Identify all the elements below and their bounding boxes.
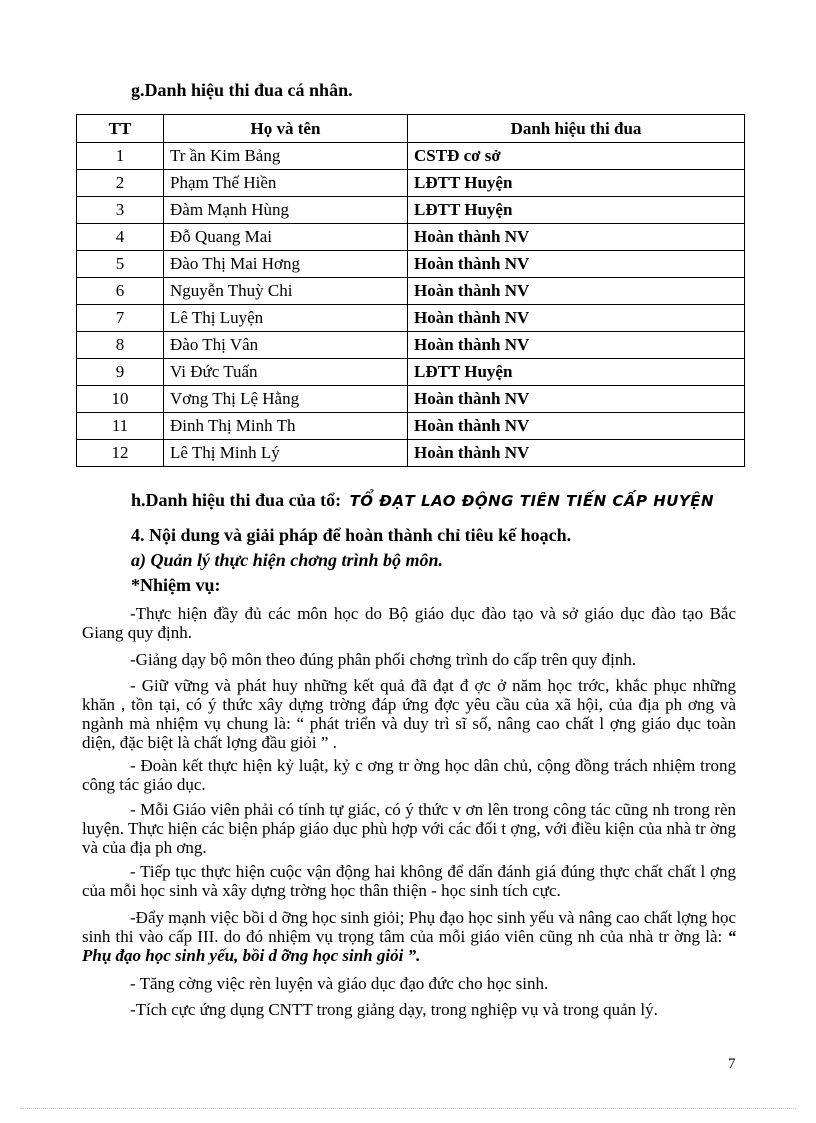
- cell-tt: 2: [77, 170, 164, 197]
- cell-tt: 11: [77, 413, 164, 440]
- cell-tt: 7: [77, 305, 164, 332]
- table-row: [77, 278, 745, 305]
- table-row: [77, 224, 745, 251]
- cell-name: Đào Thị Mai Hơng: [164, 251, 408, 278]
- cell-award: Hoàn thành NV: [408, 224, 745, 251]
- cell-award: LĐTT Huyện: [408, 197, 745, 224]
- header-award: Danh hiệu thi đua: [408, 115, 745, 143]
- paragraph: -Tích cực ứng dụng CNTT trong giảng dạy, trong nghiệp vụ và trong quản lý.: [130, 1000, 658, 1019]
- paragraph: -Thực hiện đầy đủ các môn học do Bộ giáo dục đào tạo và sở giáo dục đào tạo Bắc Giang quy định.: [82, 604, 736, 642]
- paragraph: -Giảng dạy bộ môn theo đúng phân phối chơng trình do cấp trên quy định.: [130, 650, 637, 669]
- paragraph-with-emphasis: [82, 908, 736, 965]
- paragraph: - Giữ vững và phát huy những kết quả đã đạt đ ợc ở năm học trớc, khắc phục những khăn , tồn tại, có ý thức xây dựng trờng đáp ứng đợc yêu cầu của xã hội, của địa ph ơng và ngành mà nhiệm vụ chung là: “ phát triển và duy trì sĩ số, nâng cao chất l ợng giáo dục toàn diện, đặc biệt là chất lợng đầu giỏi ” .: [82, 676, 736, 752]
- header-name: Họ và tên: [164, 115, 408, 143]
- cell-tt: 5: [77, 251, 164, 278]
- cell-name: Đàm Mạnh Hùng: [164, 197, 408, 224]
- task-label: *Nhiệm vụ:: [131, 575, 221, 595]
- paragraph: - Tiếp tục thực hiện cuộc vận động hai không để dẩn đánh giá đúng thực chất chất l ợng của mỗi học sinh và xây dựng trờng học thân thiện - học sinh tích cực.: [82, 862, 736, 900]
- cell-award: Hoàn thành NV: [408, 251, 745, 278]
- table-row: [77, 413, 745, 440]
- awards-table: [76, 114, 745, 467]
- cell-name: Đào Thị Vân: [164, 332, 408, 359]
- paragraph: - Mỗi Giáo viên phải có tính tự giác, có ý thức v ơn lên trong công tác cũng nh trong rèn luyện. Thực hiện các biện pháp giáo dục phù hợp với các đối t ợng, với điều kiện của nhà tr ờng và của địa ph ơng.: [82, 800, 736, 857]
- table-row: [77, 386, 745, 413]
- cell-award: Hoàn thành NV: [408, 440, 745, 467]
- table-row: [77, 359, 745, 386]
- cell-award: Hoàn thành NV: [408, 278, 745, 305]
- cell-tt: 3: [77, 197, 164, 224]
- cell-award: Hoàn thành NV: [408, 332, 745, 359]
- heading-team-award: [131, 490, 714, 511]
- table-row: [77, 143, 745, 170]
- cell-award: Hoàn thành NV: [408, 386, 745, 413]
- cell-award: Hoàn thành NV: [408, 413, 745, 440]
- bottom-divider: [20, 1108, 796, 1109]
- cell-tt: 12: [77, 440, 164, 467]
- team-award-value: TỔ ĐẠT LAO ĐỘNG TIÊN TIẾN CẤP HUYỆN: [349, 492, 715, 510]
- cell-name: Nguyễn Thuỳ Chi: [164, 278, 408, 305]
- section-4-title: 4. Nội dung và giải pháp để hoàn thành chỉ tiêu kế hoạch.: [131, 525, 572, 545]
- table-row: [77, 251, 745, 278]
- paragraph-text: -Đẩy mạnh việc bồi d ỡng học sinh giỏi; Phụ đạo học sinh yếu và nâng cao chất lợng học sinh thi vào cấp III. do đó nhiệm vụ trọng tâm của mỗi giáo viên cũng nh của nhà tr ờng là:: [82, 908, 736, 946]
- page-number: 7: [728, 1056, 736, 1072]
- cell-name: Vi Đức Tuấn: [164, 359, 408, 386]
- cell-award: CSTĐ cơ sở: [408, 143, 745, 170]
- cell-award: LĐTT Huyện: [408, 170, 745, 197]
- table-row: [77, 440, 745, 467]
- cell-name: Lê Thị Luyện: [164, 305, 408, 332]
- table-row: [77, 197, 745, 224]
- cell-name: Phạm Thế Hiền: [164, 170, 408, 197]
- table-header-row: [77, 115, 745, 143]
- team-award-label: h.Danh hiệu thi đua của tổ:: [131, 490, 342, 510]
- table-row: [77, 170, 745, 197]
- heading-individual-awards: g.Danh hiệu thi đua cá nhân.: [131, 80, 353, 100]
- cell-award: Hoàn thành NV: [408, 305, 745, 332]
- cell-name: Vơng Thị Lệ Hằng: [164, 386, 408, 413]
- section-4a-title: a) Quản lý thực hiện chơng trình bộ môn.: [131, 550, 444, 570]
- cell-tt: 10: [77, 386, 164, 413]
- emphasis-quote: “ Phụ đạo học sinh yếu, bồi d ỡng học sinh giỏi ”.: [82, 927, 737, 965]
- cell-name: Đỗ Quang Mai: [164, 224, 408, 251]
- paragraph: - Tăng cờng việc rèn luyện và giáo dục đạo đức cho học sinh.: [130, 974, 549, 993]
- cell-tt: 6: [77, 278, 164, 305]
- cell-tt: 9: [77, 359, 164, 386]
- cell-tt: 8: [77, 332, 164, 359]
- paragraph: - Đoàn kết thực hiện kỷ luật, kỷ c ơng tr ờng học dân chủ, cộng đồng trách nhiệm trong công tác giáo dục.: [82, 756, 736, 794]
- cell-name: Lê Thị Minh Lý: [164, 440, 408, 467]
- table-row: [77, 332, 745, 359]
- cell-tt: 1: [77, 143, 164, 170]
- header-tt: TT: [77, 115, 164, 143]
- cell-award: LĐTT Huyện: [408, 359, 745, 386]
- table-row: [77, 305, 745, 332]
- cell-name: Tr ần Kim Bảng: [164, 143, 408, 170]
- cell-tt: 4: [77, 224, 164, 251]
- cell-name: Đinh Thị Minh Th: [164, 413, 408, 440]
